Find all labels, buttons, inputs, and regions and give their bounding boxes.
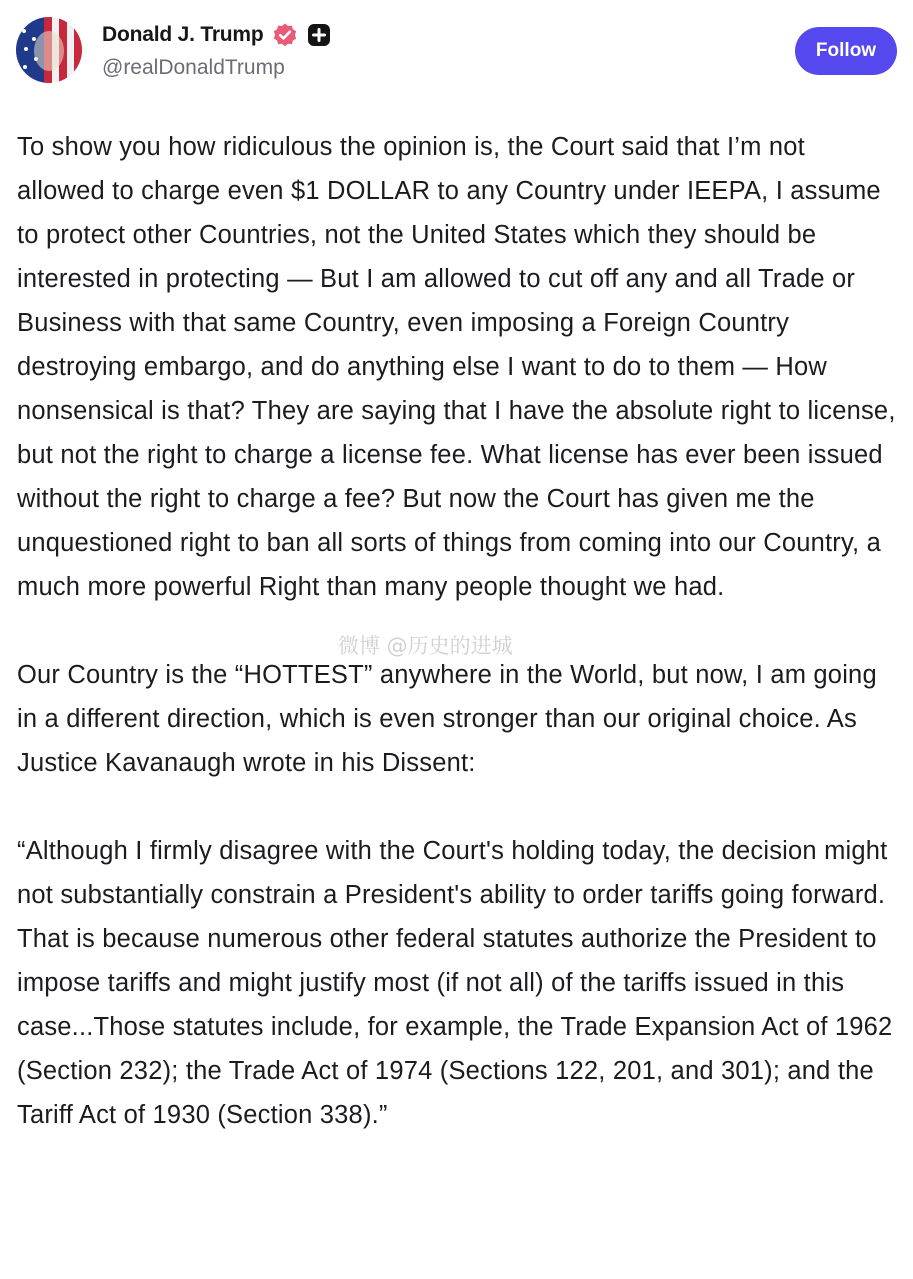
plus-square-icon bbox=[306, 22, 332, 48]
post-header bbox=[0, 0, 913, 110]
post-paragraph-2: Our Country is the “HOTTEST” anywhere in the World, but now, I am going in a different direction, which is even stronger than our original choice. As Justice Kavanaugh wrote in his Dissent: bbox=[17, 661, 877, 777]
verified-badge-icon bbox=[272, 22, 298, 48]
display-name[interactable]: Donald J. Trump bbox=[102, 23, 264, 46]
post-body bbox=[17, 125, 897, 1181]
avatar[interactable] bbox=[16, 17, 82, 83]
follow-button[interactable]: Follow bbox=[795, 27, 897, 75]
avatar-image bbox=[16, 17, 82, 83]
post-paragraph-1: To show you how ridiculous the opinion is, the Court said that I’m not allowed to charge even $1 DOLLAR to any Country under IEEPA, I assume to protect other Countries, not the United States which they should be interested in protecting — But I am allowed to cut off any and all Trade or Business with that same Country, even imposing a Foreign Country destroying embargo, and do anything else I want to do to them — How nonsensical is that? They are saying that I have the absolute right to license, but not the right to charge a license fee. What license has ever been issued without the right to charge a fee? But now the Court has given me the unquestioned right to ban all sorts of things from coming into our Country, a much more powerful Right than many people thought we had. bbox=[17, 133, 896, 601]
user-handle[interactable]: @realDonaldTrump bbox=[102, 56, 285, 79]
watermark: 微博 @历史的进城 bbox=[338, 634, 513, 658]
name-row bbox=[102, 20, 332, 50]
post-paragraph-3: “Although I firmly disagree with the Court's holding today, the decision might not substantially constrain a President's ability to order tariffs going forward. That is because numerous other federal statutes authorize the President to impose tariffs and might justify most (if not all) of the tariffs issued in this case...Those statutes include, for example, the Trade Expansion Act of 1962 (Section 232); the Trade Act of 1974 (Sections 122, 201, and 301); and the Tariff Act of 1930 (Section 338).” bbox=[17, 837, 893, 1129]
